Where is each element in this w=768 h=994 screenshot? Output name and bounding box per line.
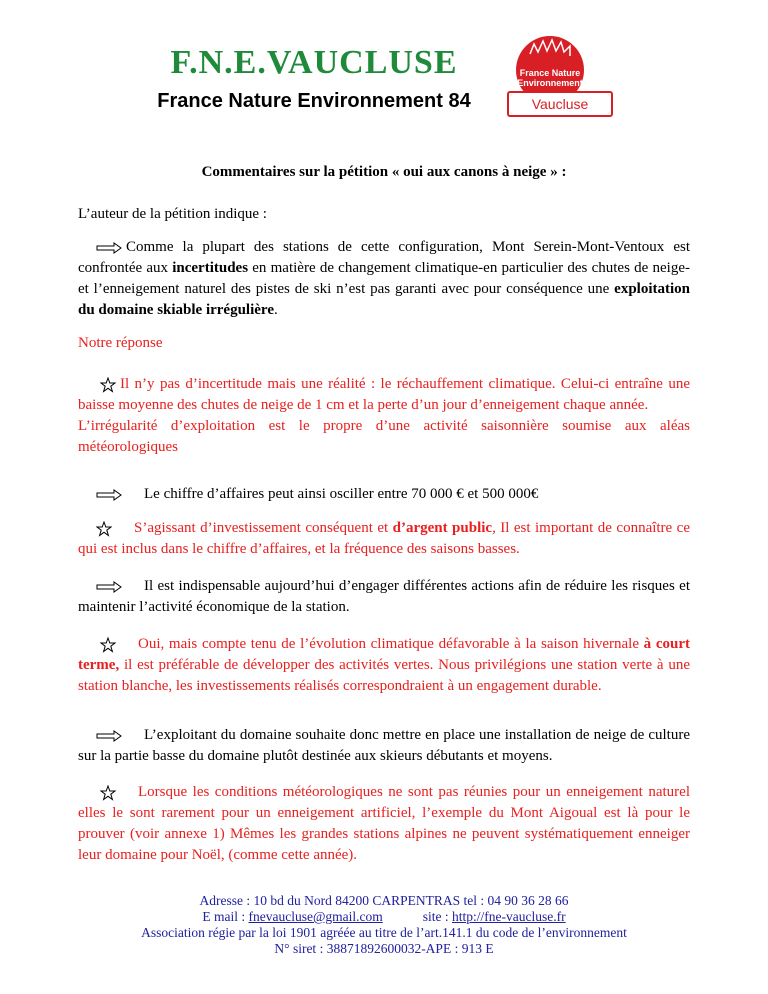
star-icon [100, 785, 116, 801]
footer-email-label: E mail : [202, 909, 249, 924]
petition-claim-3 [78, 576, 690, 618]
organization-name: F.N.E.VAUCLUSE [170, 44, 458, 81]
claim-4-text: L’exploitant du domaine souhaite donc mettre en place une installation de neige de culture sur la partie basse du domaine plutôt destinée aux skieurs débutants et moyens. [78, 727, 690, 764]
response-label: Notre réponse [78, 335, 163, 351]
footer-email-link[interactable]: fnevaucluse@gmail.com [248, 909, 383, 924]
response-3-bold-court-terme: à court terme, [78, 636, 691, 673]
response-3 [78, 634, 690, 697]
footer-siret: N° siret : 38871892600032-APE : 913 E [274, 941, 494, 956]
petition-claim-4 [78, 725, 690, 767]
claim-2-text: Le chiffre d’affaires peut ainsi osciller entre 70 000 € et 500 000€ [144, 486, 539, 502]
response-1b-text: L’irrégularité d’exploitation est le propre d’une activité saisonnière soumise aux aléas météorologiques [78, 418, 690, 455]
response-4-text: Lorsque les conditions météorologiques ne sont pas réunies pour un enneigement naturel elles le sont rarement pour un enneigement artificiel, l’exemple du Mont Aigoual est là pour le prouver (voir annexe 1) Mêmes les grandes stations alpines ne peuvent systématiquement enneiger leur domaine pour Noël, (comme cette année). [78, 784, 690, 863]
claim-1-bold-incertitudes: incertitudes [172, 260, 249, 276]
arrow-right-icon [96, 581, 122, 593]
petition-claim-1 [78, 237, 690, 321]
arrow-right-icon [96, 730, 122, 742]
star-icon [100, 637, 116, 653]
response-1 [78, 374, 690, 458]
claim-1-bold-exploitation: exploitation du domaine skiable irrégulière [78, 281, 690, 318]
arrow-right-icon [96, 242, 122, 254]
footer [0, 893, 768, 957]
response-2 [78, 518, 690, 560]
logo-text-line2: Environnement [517, 78, 583, 88]
star-icon [96, 521, 112, 537]
footer-site-label: site : [422, 909, 453, 924]
petition-claim-2 [78, 484, 690, 505]
footer-site-link[interactable]: http://fne-vaucluse.fr [452, 909, 566, 924]
footer-contact [0, 909, 768, 925]
organization-subtitle: France Nature Environnement 84 [157, 90, 471, 112]
response-2-part-a: S’agissant d’investissement conséquent et [134, 520, 393, 536]
logo-box-text: Vaucluse [531, 96, 589, 112]
response-3-part-c: il est préférable de développer des activités vertes. Nous privilégions une station verte à une station blanche, les investissements réalisés correspondraient à un engagement durable. [78, 657, 690, 694]
footer-address: Adresse : 10 bd du Nord 84200 CARPENTRAS tel : 04 90 36 28 66 [199, 893, 569, 908]
response-4 [78, 782, 690, 866]
fne-vaucluse-logo [500, 36, 616, 118]
response-2-part-c: , Il est important de connaître ce qui est inclus dans le chiffre d’affaires, et la fréquence des saisons basses. [78, 520, 690, 557]
claim-1-part-e: . [273, 302, 278, 318]
claim-1-part-c: en matière de changement climatique-en particulier des chutes de neige- et l’enneigement naturel des pistes de ski n’est pas garanti avec pour conséquence une [78, 260, 690, 297]
response-3-part-a: Oui, mais compte tenu de l’évolution climatique défavorable à la saison hivernale [138, 636, 644, 652]
arrow-right-icon [96, 489, 122, 501]
claim-1-part-a: Comme la plupart des stations de cette configuration, Mont Serein-Mont-Ventoux est confrontée aux [78, 239, 690, 276]
footer-legal: Association régie par la loi 1901 agréée au titre de l’art.141.1 du code de l’environnement [141, 925, 627, 940]
document-title: Commentaires sur la pétition « oui aux canons à neige » : [201, 164, 567, 180]
response-2-bold-argent-public: d’argent public [392, 520, 493, 536]
logo-text-line1: France Nature [519, 68, 581, 78]
response-1-text: Il n’y pas d’incertitude mais une réalité : le réchauffement climatique. Celui-ci entraîne une baisse moyenne des chutes de neige de 1 cm et la perte d’un jour d’enneigement chaque année. [78, 376, 690, 413]
star-icon [100, 377, 116, 393]
intro-text: L’auteur de la pétition indique : [78, 206, 267, 222]
claim-3-text: Il est indispensable aujourd’hui d’engager différentes actions afin de réduire les risques et maintenir l’activité économique de la station. [78, 578, 690, 615]
